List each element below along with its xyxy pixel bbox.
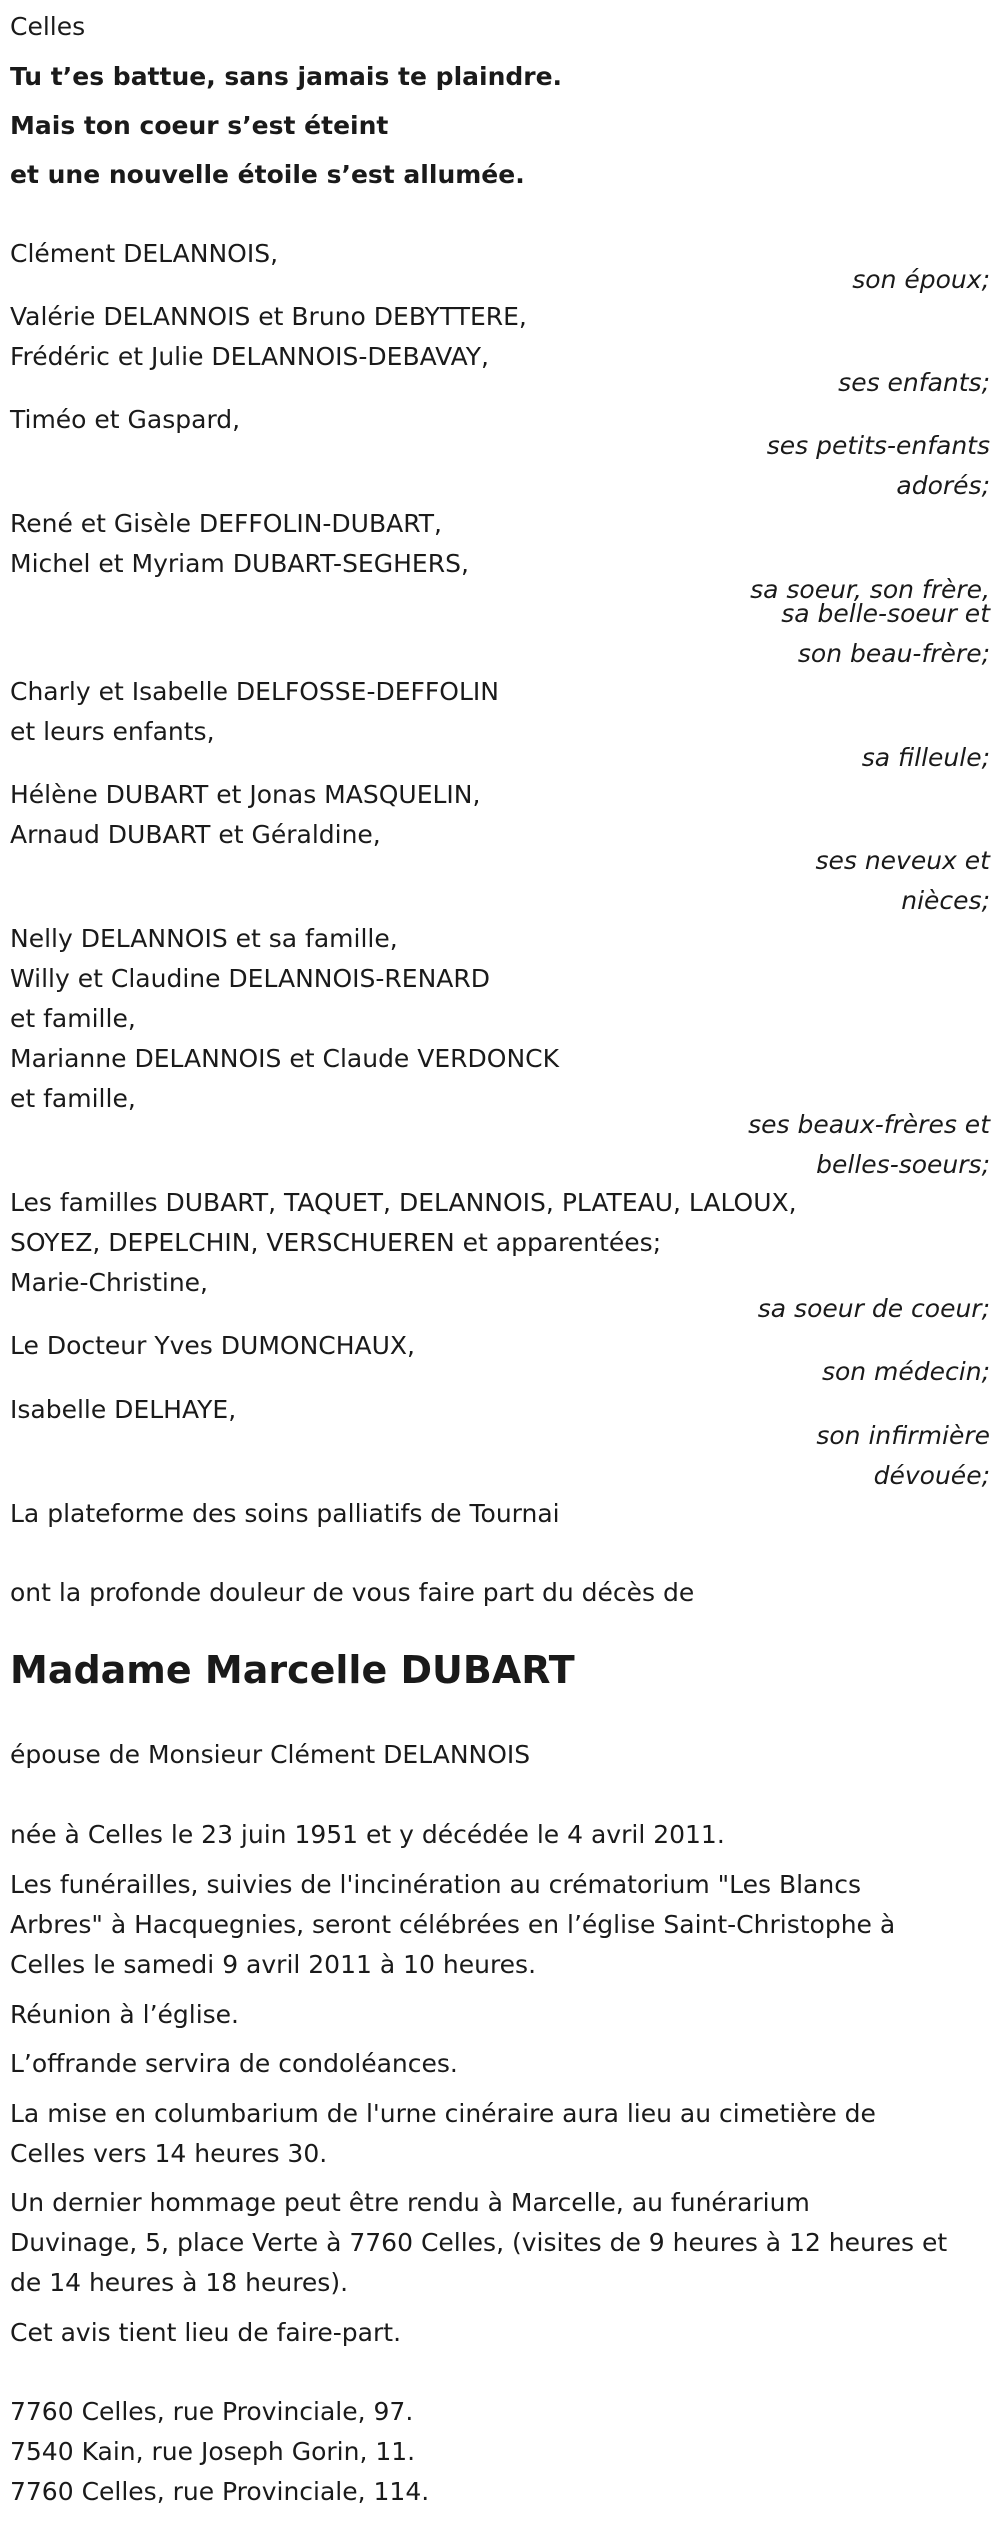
family-name-line: Clément DELANNOIS, bbox=[10, 239, 279, 268]
family-name-line: SOYEZ, DEPELCHIN, VERSCHUEREN et apparentées; bbox=[10, 1228, 662, 1257]
family-name-line: Hélène DUBART et Jonas MASQUELIN, bbox=[10, 780, 481, 809]
family-name-line: Le Docteur Yves DUMONCHAUX, bbox=[10, 1331, 416, 1360]
family-relation-line: adorés; bbox=[896, 471, 990, 500]
poem-line-3: et une nouvelle étoile s’est allumée. bbox=[10, 160, 525, 189]
deceased-name: Madame Marcelle DUBART bbox=[10, 1648, 575, 1692]
family-relation-line: son beau-frère; bbox=[797, 639, 990, 668]
family-relation-line: son médecin; bbox=[821, 1357, 990, 1386]
family-name-line: Willy et Claudine DELANNOIS-RENARD bbox=[10, 964, 491, 993]
detail-line: La mise en columbarium de l'urne cinéraire aura lieu au cimetière de bbox=[10, 2099, 876, 2128]
family-name-line: Timéo et Gaspard, bbox=[10, 405, 241, 434]
address-line: 7540 Kain, rue Joseph Gorin, 11. bbox=[10, 2437, 416, 2466]
family-relation-line: ses petits-enfants bbox=[766, 431, 990, 460]
family-name-line: Michel et Myriam DUBART-SEGHERS, bbox=[10, 549, 469, 578]
family-name-line: Arnaud DUBART et Géraldine, bbox=[10, 820, 381, 849]
detail-line: Réunion à l’église. bbox=[10, 2000, 240, 2029]
detail-line: Les funérailles, suivies de l'incinération au crématorium "Les Blancs bbox=[10, 1870, 861, 1899]
family-name-line: Nelly DELANNOIS et sa famille, bbox=[10, 924, 398, 953]
family-relation-line: son époux; bbox=[852, 265, 990, 294]
detail-line: L’offrande servira de condoléances. bbox=[10, 2049, 458, 2078]
poem-line-2: Mais ton coeur s’est éteint bbox=[10, 111, 389, 140]
family-relation-line: son infirmière bbox=[816, 1421, 990, 1450]
family-name-line: Isabelle DELHAYE, bbox=[10, 1395, 237, 1424]
detail-line: Cet avis tient lieu de faire-part. bbox=[10, 2318, 402, 2347]
family-relation-line: belles-soeurs; bbox=[816, 1150, 990, 1179]
address-line: 7760 Celles, rue Provinciale, 97. bbox=[10, 2397, 414, 2426]
family-name-line: Les familles DUBART, TAQUET, DELANNOIS, PLATEAU, LALOUX, bbox=[10, 1188, 797, 1217]
family-relation-line: ses beaux-frères et bbox=[748, 1110, 990, 1139]
family-relation-line: sa filleule; bbox=[861, 743, 990, 772]
detail-line: Arbres" à Hacquegnies, seront célébrées en l’église Saint-Christophe à bbox=[10, 1910, 896, 1939]
detail-line: Un dernier hommage peut être rendu à Marcelle, au funérarium bbox=[10, 2188, 810, 2217]
family-name-line: Charly et Isabelle DELFOSSE-DEFFOLIN bbox=[10, 677, 499, 706]
family-relation-line: sa soeur, son frère, bbox=[750, 575, 990, 604]
place-name: Celles bbox=[10, 12, 86, 41]
family-relation-line: dévouée; bbox=[873, 1461, 990, 1490]
family-relation-line: nièces; bbox=[901, 886, 990, 915]
family-name-line: et famille, bbox=[10, 1084, 136, 1113]
palliative-platform: La plateforme des soins palliatifs de Tournai bbox=[10, 1499, 560, 1528]
detail-line: née à Celles le 23 juin 1951 et y décédée le 4 avril 2011. bbox=[10, 1820, 725, 1849]
family-name-line: Valérie DELANNOIS et Bruno DEBYTTERE, bbox=[10, 302, 527, 331]
family-name-line: René et Gisèle DEFFOLIN-DUBART, bbox=[10, 509, 443, 538]
detail-line: Celles le samedi 9 avril 2011 à 10 heures. bbox=[10, 1950, 537, 1979]
family-relation-line: ses neveux et bbox=[815, 846, 990, 875]
poem-line-1: Tu t’es battue, sans jamais te plaindre. bbox=[10, 62, 563, 91]
family-relation-line: ses enfants; bbox=[838, 368, 990, 397]
detail-line: Celles vers 14 heures 30. bbox=[10, 2139, 328, 2168]
family-name-line: et leurs enfants, bbox=[10, 717, 215, 746]
detail-line: de 14 heures à 18 heures). bbox=[10, 2268, 349, 2297]
family-relation-line: sa soeur de coeur; bbox=[757, 1294, 990, 1323]
family-relation-line: sa belle-soeur et bbox=[781, 599, 990, 628]
family-name-line: Marie-Christine, bbox=[10, 1268, 208, 1297]
family-name-line: Marianne DELANNOIS et Claude VERDONCK bbox=[10, 1044, 560, 1073]
family-name-line: et famille, bbox=[10, 1004, 136, 1033]
address-line: 7760 Celles, rue Provinciale, 114. bbox=[10, 2477, 430, 2506]
detail-line: Duvinage, 5, place Verte à 7760 Celles, (visites de 9 heures à 12 heures et bbox=[10, 2228, 948, 2257]
family-name-line: Frédéric et Julie DELANNOIS-DEBAVAY, bbox=[10, 342, 489, 371]
announcement-text: ont la profonde douleur de vous faire part du décès de bbox=[10, 1578, 695, 1607]
spouse-line: épouse de Monsieur Clément DELANNOIS bbox=[10, 1740, 531, 1769]
